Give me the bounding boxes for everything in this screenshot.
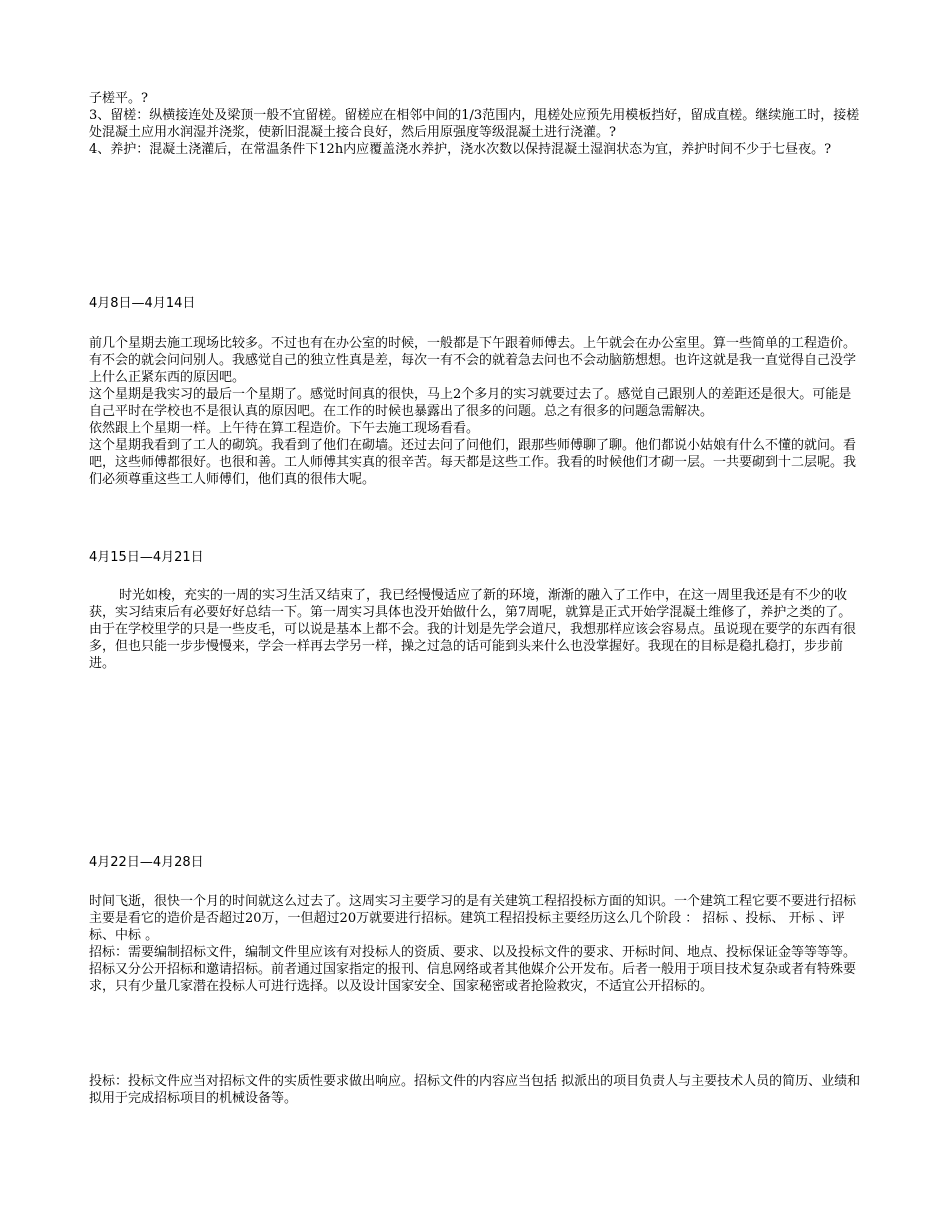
paragraph: 时光如梭，充实的一周的实习生活又结束了，我已经慢慢适应了新的环境，渐渐的融入了工作中，在这一周里我还是有不少的收获，实习结束后有必要好好总结一下。第一周实习具体也没开始做什么，第7周呢，就算是正式开始学混凝土维修了，养护之类的了。由于在学校里学的只是一些皮毛，可以说是基本上都不会。我的计划是先学会道尺，我想那样应该会容易点。虽说现在要学的东西有很多，但也只能一步步慢慢来，学会一样再去学另一样，操之过急的话可能到头来什么也没掌握好。我现在的目标是稳扎稳打，步步前进。 bbox=[89, 588, 857, 671]
construction-notes-section bbox=[89, 90, 864, 158]
week-section bbox=[89, 587, 864, 672]
note-line: 4、养护：混凝土浇灌后，在常温条件下12h内应覆盖浇水养护，浇水次数以保持混凝土湿润状态为宜，养护时间不少于七昼夜。? bbox=[89, 142, 832, 157]
week-heading: 4月22日—4月28日 bbox=[89, 855, 204, 870]
paragraph: 这个星期是我实习的最后一个星期了。感觉时间真的很快，马上2个多月的实习就要过去了。感觉自己跟别人的差距还是很大。可能是自己平时在学校也不是很认真的原因吧。在工作的时候也暴露出了很多的问题。总之有很多的问题急需解决。 bbox=[89, 387, 852, 419]
bid-section bbox=[89, 1073, 864, 1107]
week-heading: 4月15日—4月21日 bbox=[89, 550, 204, 565]
paragraph: 依然跟上个星期一样。上午待在算工程造价。下午去施工现场看看。 bbox=[89, 421, 480, 436]
paragraph: 招标：需要编制招标文件，编制文件里应该有对投标人的资质、要求、以及投标文件的要求、开标时间、地点、投标保证金等等等等。招标又分公开招标和邀请招标。前者通过国家指定的报刊、信息网络或者其他媒介公开发布。后者一般用于项目技术复杂或者有特殊要求，只有少量几家潜在投标人可进行选择。以及设计国家安全、国家秘密或者抢险救灾，不适宜公开招标的。 bbox=[89, 945, 857, 994]
week-section bbox=[89, 893, 864, 995]
paragraph: 这个星期我看到了工人的砌筑。我看到了他们在砌墙。还过去问了问他们，跟那些师傅聊了聊。他们都说小姑娘有什么不懂的就问。看吧，这些师傅都很好。也很和善。工人师傅其实真的很辛苦。每天都是这些工作。我看的时候他们才砌一层。一共要砌到十二层呢。我们必须尊重这些工人师傅们，他们真的很伟大呢。 bbox=[89, 438, 857, 487]
note-line: 子槎平。? bbox=[89, 91, 148, 106]
week-heading: 4月8日—4月14日 bbox=[89, 296, 196, 311]
paragraph: 时间飞逝，很快一个月的时间就这么过去了。这周实习主要学习的是有关建筑工程招投标方面的知识。一个建筑工程它要不要进行招标主要是看它的造价是否超过20万，一但超过20万就要进行招标。建筑工程招投标主要经历这么几个阶段 ： 招标 、投标、 开标 、评标、中标 。 bbox=[89, 894, 857, 943]
note-line: 3、留槎：纵横接连处及梁顶一般不宜留槎。留槎应在相邻中间的1/3范围内，甩槎处应预先用模板挡好，留成直槎。继续施工时，接槎处混凝土应用水润湿并浇浆，使新旧混凝土接合良好，然后用原强度等级混凝土进行浇灌。? bbox=[89, 108, 860, 140]
paragraph: 前几个星期去施工现场比较多。不过也有在办公室的时候，一般都是下午跟着师傅去。上午就会在办公室里。算一些简单的工程造价。有不会的就会问问别人。我感觉自己的独立性真是差，每次一有不会的就着急去问也不会动脑筋想想。也许这就是我一直觉得自己没学上什么正紧东西的原因吧。 bbox=[89, 336, 857, 385]
week-section bbox=[89, 335, 864, 488]
paragraph: 投标：投标文件应当对招标文件的实质性要求做出响应。招标文件的内容应当包括 拟派出的项目负责人与主要技术人员的简历、业绩和拟用于完成招标项目的机械设备等。 bbox=[89, 1074, 861, 1106]
